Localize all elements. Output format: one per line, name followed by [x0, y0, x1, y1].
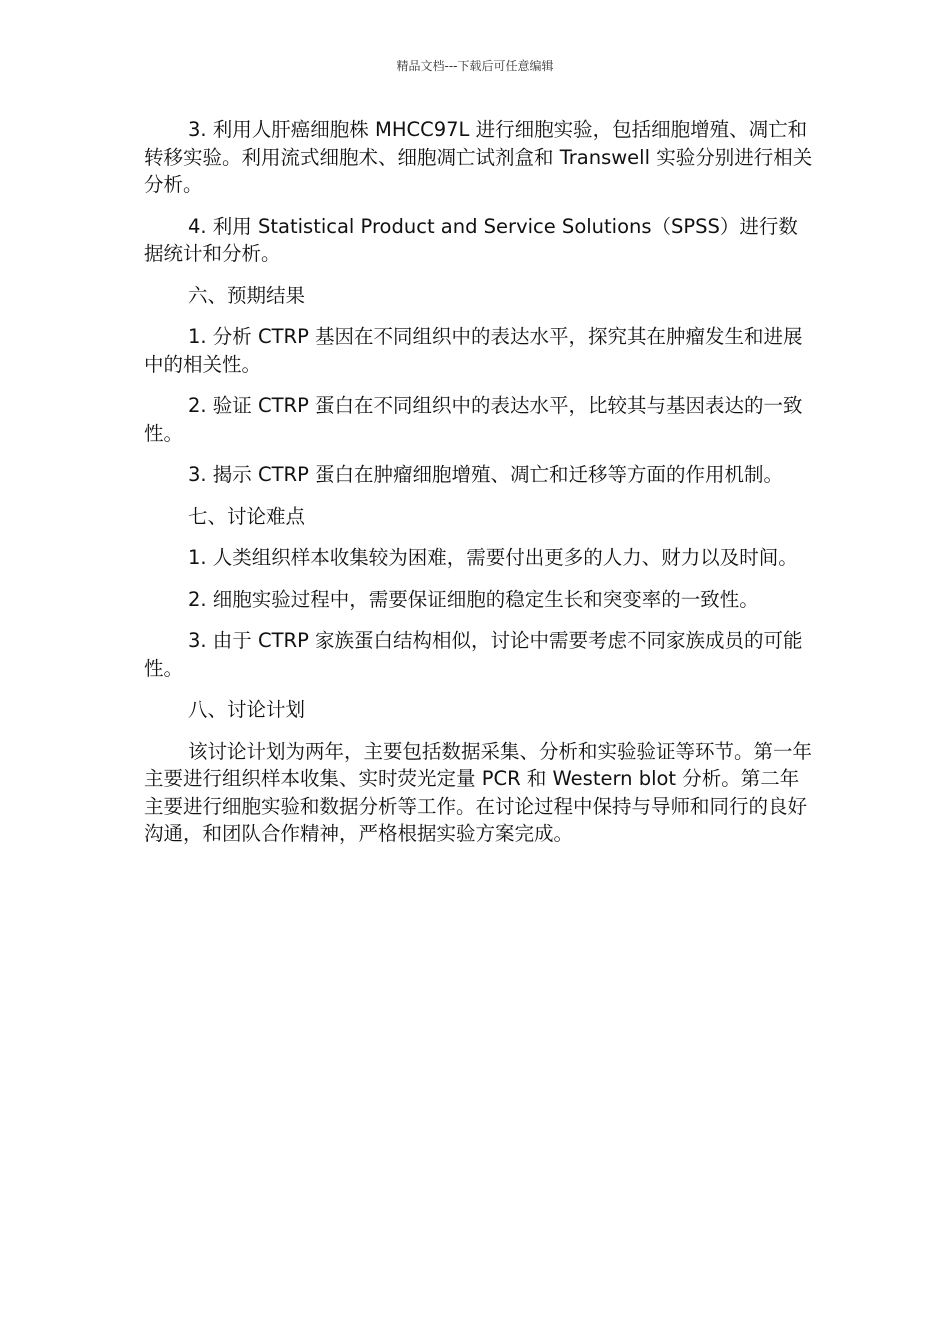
section-heading-difficulties: 七、讨论难点: [188, 504, 306, 528]
section-heading-expected-results: 六、预期结果: [188, 283, 306, 307]
paragraph-difficulty-3: 3. 由于 CTRP 家族蛋白结构相似，讨论中需要考虑不同家族成员的可能性。: [144, 629, 803, 680]
paragraph-result-3: 3. 揭示 CTRP 蛋白在肿瘤细胞增殖、凋亡和迁移等方面的作用机制。: [188, 463, 784, 486]
paragraph-method-3: 3. 利用人肝癌细胞株 MHCC97L 进行细胞实验，包括细胞增殖、凋亡和转移实验。利用流式细胞术、细胞凋亡试剂盒和 Transwell 实验分别进行相关分析。: [144, 118, 813, 196]
paragraph-method-4: 4. 利用 Statistical Product and Service Solutions（SPSS）进行数据统计和分析。: [144, 214, 798, 265]
paragraph-result-2: 2. 验证 CTRP 蛋白在不同组织中的表达水平，比较其与基因表达的一致性。: [144, 394, 803, 445]
paragraph-plan: 该讨论计划为两年，主要包括数据采集、分析和实验验证等环节。第一年主要进行组织样本收集、实时荧光定量 PCR 和 Western blot 分析。第二年主要进行细胞实验和数据分析等工作。在讨论过程中保持与导师和同行的良好沟通，和团队合作精神，严格根据实验方案完成。: [144, 739, 813, 845]
section-heading-plan: 八、讨论计划: [188, 698, 306, 721]
page-header: 精品文档---下载后可任意编辑: [396, 59, 554, 73]
paragraph-result-1: 1. 分析 CTRP 基因在不同组织中的表达水平，探究其在肿瘤发生和进展中的相关性。: [144, 325, 803, 376]
document-body: [144, 116, 816, 862]
paragraph-difficulty-2: 2. 细胞实验过程中，需要保证细胞的稳定生长和突变率的一致性。: [188, 587, 759, 611]
paragraph-difficulty-1: 1. 人类组织样本收集较为困难，需要付出更多的人力、财力以及时间。: [188, 546, 798, 569]
